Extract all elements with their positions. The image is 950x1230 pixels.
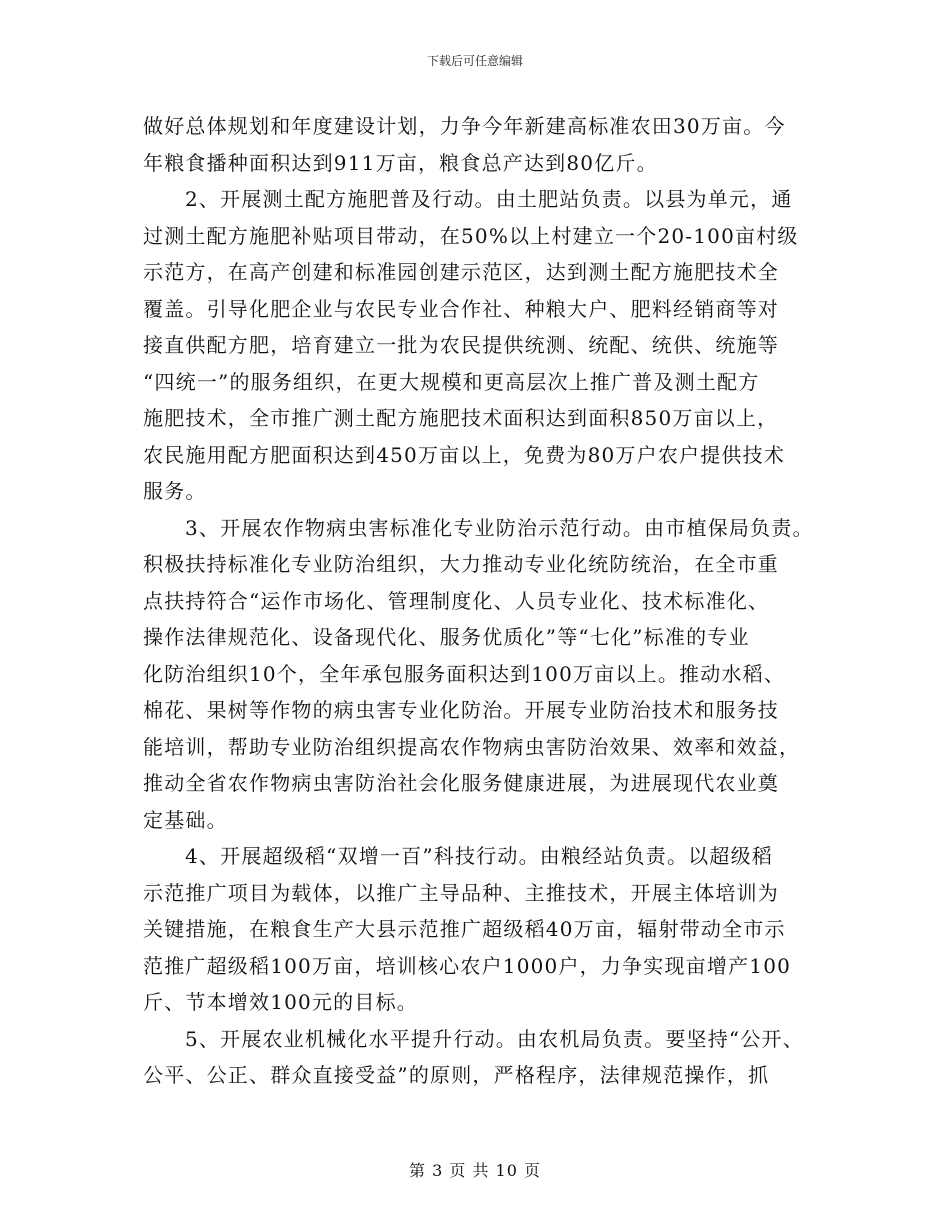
paragraph-first-line: 3、开展农作物病虫害标准化专业防治示范行动。由市植保局负责。: [185, 515, 814, 540]
text-line: 覆盖。引导化肥企业与农民专业合作社、种粮大户、肥料经销商等对: [143, 296, 779, 321]
text-line: 服务。: [143, 479, 207, 503]
text-line: 范推广超级稻100万亩，培训核心农户1000户，力争实现亩增产100: [143, 953, 792, 978]
text-line: 定基础。: [143, 807, 228, 832]
text-line: 过测土配方施肥补贴项目带动，在50%以上村建立一个20-100亩村级: [143, 223, 799, 248]
text-line: 关键措施，在粮食生产大县示范推广超级稻40万亩，辐射带动全市示: [143, 917, 786, 941]
document-body: [143, 108, 833, 1094]
text-line: 点扶持符合“运作市场化、管理制度化、人员专业化、技术标准化、: [143, 588, 770, 613]
text-line: 公平、公正、群众直接受益”的原则，严格程序，法律规范操作，抓: [143, 1063, 770, 1087]
text-line: 斤、节本增效100元的目标。: [143, 990, 418, 1014]
paragraph-first-line: 2、开展测土配方施肥普及行动。由土肥站负责。以县为单元，通: [185, 187, 793, 211]
text-line: 示范推广项目为载体，以推广主导品种、主推技术，开展主体培训为: [143, 880, 779, 905]
page-footer: 第 3 页 共 10 页: [409, 1161, 541, 1180]
text-line: 操作法律规范化、设备现代化、服务优质化”等“七化”标准的专业: [143, 625, 750, 649]
text-line: 示范方，在高产创建和标准园创建示范区，达到测土配方施肥技术全: [143, 260, 779, 284]
paragraph-first-line: 4、开展超级稻“双增一百”科技行动。由粮经站负责。以超级稻: [185, 844, 773, 868]
text-line: 年粮食播种面积达到911万亩，粮食总产达到80亿斤。: [143, 150, 658, 175]
text-line: 做好总体规划和年度建设计划，力争今年新建高标准农田30万亩。今: [143, 114, 786, 138]
page-header: 下载后可任意编辑: [426, 54, 523, 68]
text-line: 推动全省农作物病虫害防治社会化服务健康进展，为进展现代农业奠: [143, 771, 779, 795]
text-line: 施肥技术，全市推广测土配方施肥技术面积达到面积850万亩以上，: [143, 406, 779, 430]
text-line: 积极扶持标准化专业防治组织，大力推动专业化统防统治，在全市重: [143, 552, 779, 576]
text-line: 棉花、果树等作物的病虫害专业化防治。开展专业防治技术和服务技: [143, 698, 779, 722]
paragraph-first-line: 5、开展农业机械化水平提升行动。由农机局负责。要坚持“公开、: [185, 1026, 804, 1051]
text-line: “四统一”的服务组织，在更大规模和更高层次上推广普及测土配方: [143, 369, 760, 394]
text-line: 能培训，帮助专业防治组织提高农作物病虫害防治效果、效率和效益，: [143, 734, 801, 759]
text-line: 接直供配方肥，培育建立一批为农民提供统测、统配、统供、统施等: [143, 333, 779, 357]
text-line: 农民施用配方肥面积达到450万亩以上，免费为80万户农户提供技术: [143, 442, 786, 467]
text-line: 化防治组织10个，全年承包服务面积达到100万亩以上。推动水稻、: [143, 661, 786, 686]
